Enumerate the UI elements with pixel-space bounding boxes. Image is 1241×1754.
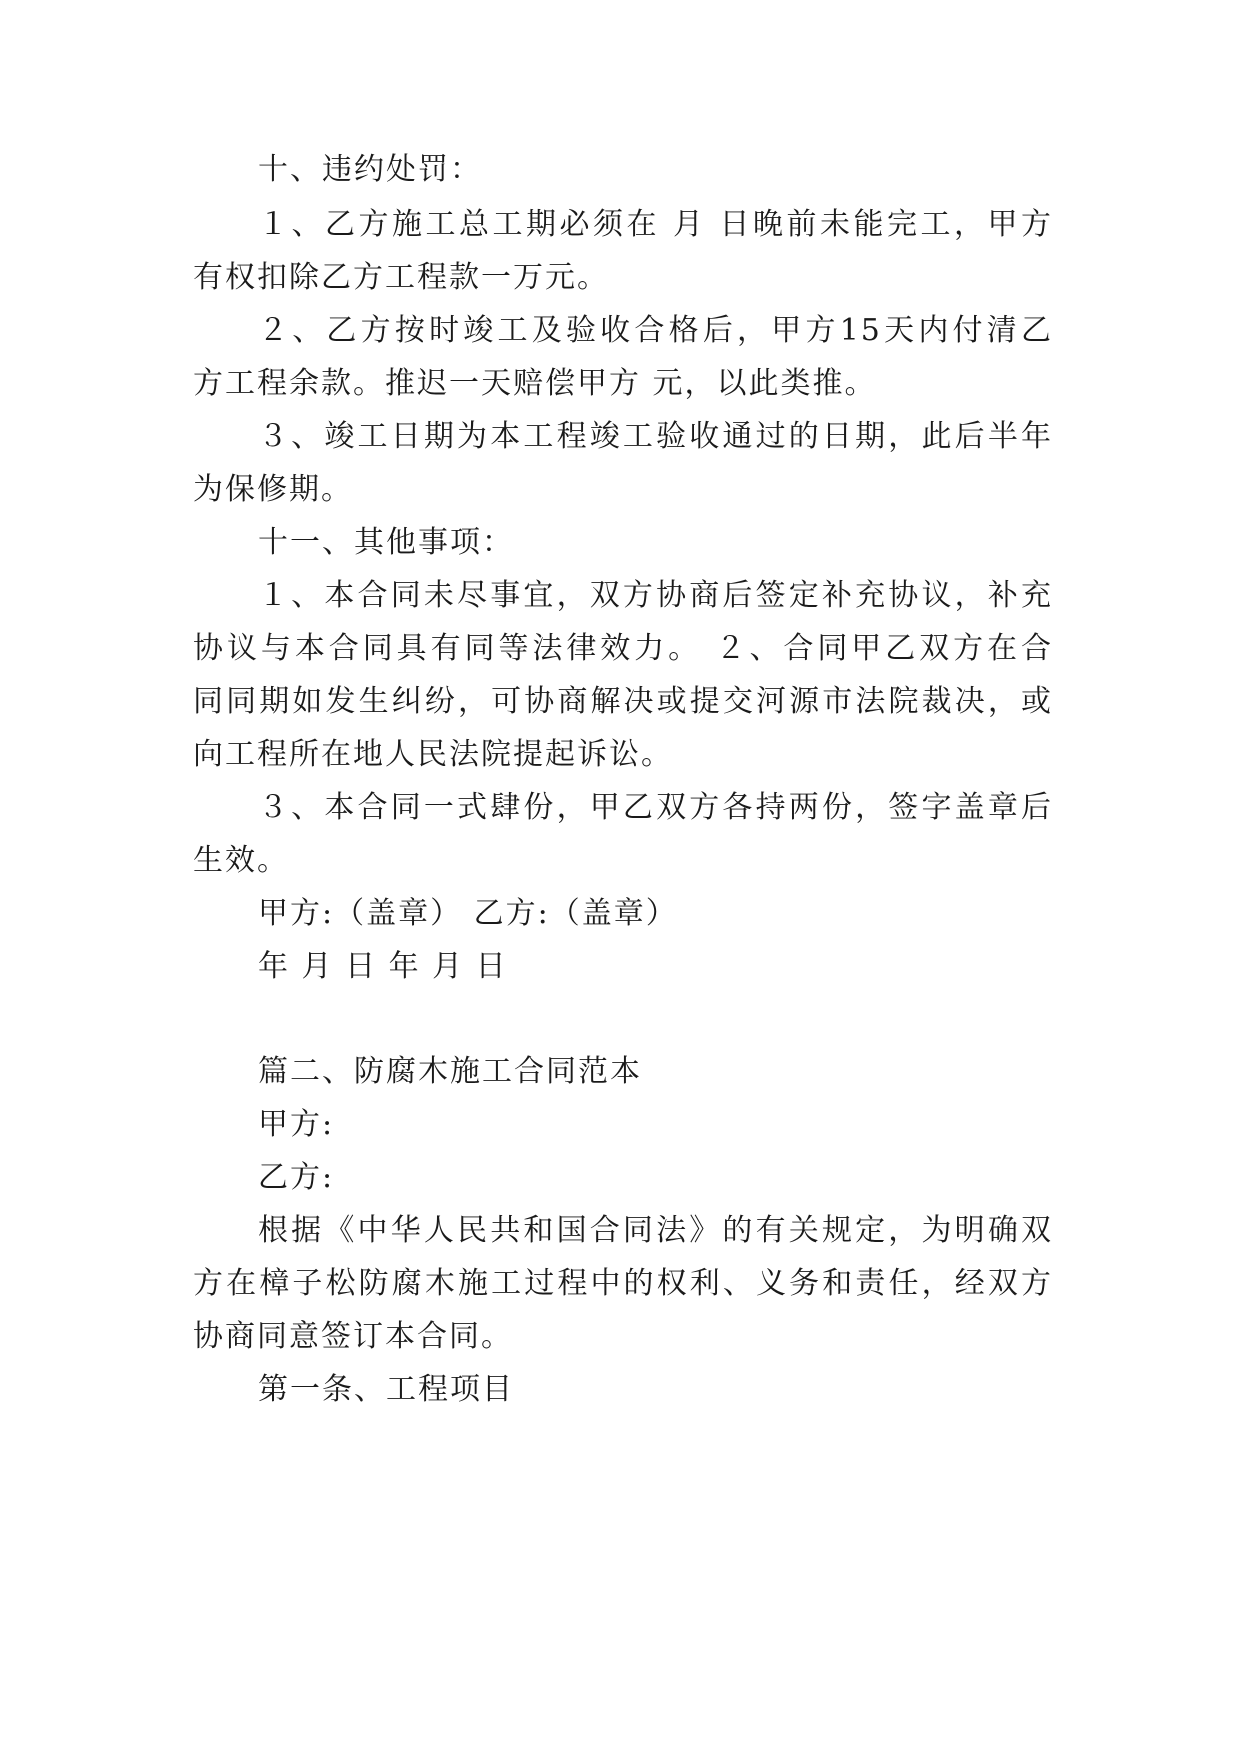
paragraph-line: 有权扣除乙方工程款一万元。 [193,260,609,295]
paragraph-line: 协商同意签订本合同。 [193,1319,513,1354]
paragraph-line: 同同期如发生纠纷，可协商解决或提交河源市法院裁决，或 [193,684,1053,719]
paragraph-line: ３、本合同一式肆份，甲乙双方各持两份，签字盖章后 [258,790,1053,825]
paragraph-line: 根据《中华人民共和国合同法》的有关规定，为明确双 [258,1213,1053,1248]
section-heading-other: 十一、其他事项： [258,525,514,560]
section-heading-penalty: 十、违约处罚： [258,152,482,187]
paragraph-line: 向工程所在地人民法院提起诉讼。 [193,737,673,772]
paragraph-line: １、本合同未尽事宜，双方协商后签定补充协议，补充 [258,578,1053,613]
signature-line: 甲方:（盖章） 乙方:（盖章） [258,896,678,931]
paragraph-line: 方在樟子松防腐木施工过程中的权利、义务和责任，经双方 [193,1266,1053,1301]
paragraph-line: ２、乙方按时竣工及验收合格后，甲方15天内付清乙 [258,313,1053,348]
party-a-label: 甲方: [258,1107,335,1142]
party-b-label: 乙方: [258,1160,335,1195]
paragraph-line: 方工程余款。推迟一天赔偿甲方 元，以此类推。 [193,366,877,401]
article-heading: 第一条、工程项目 [258,1372,514,1407]
paragraph-line: 生效。 [193,843,289,878]
paragraph-line: 协议与本合同具有同等法律效力。 ２、合同甲乙双方在合 [193,631,1053,666]
date-line: 年 月 日 年 月 日 [258,949,508,984]
section-title: 篇二、防腐木施工合同范本 [258,1054,642,1089]
paragraph-line: 为保修期。 [193,472,353,507]
paragraph-line: ３、竣工日期为本工程竣工验收通过的日期，此后半年 [258,419,1053,454]
paragraph-line: １、乙方施工总工期必须在 月 日晚前未能完工，甲方 [258,207,1053,242]
